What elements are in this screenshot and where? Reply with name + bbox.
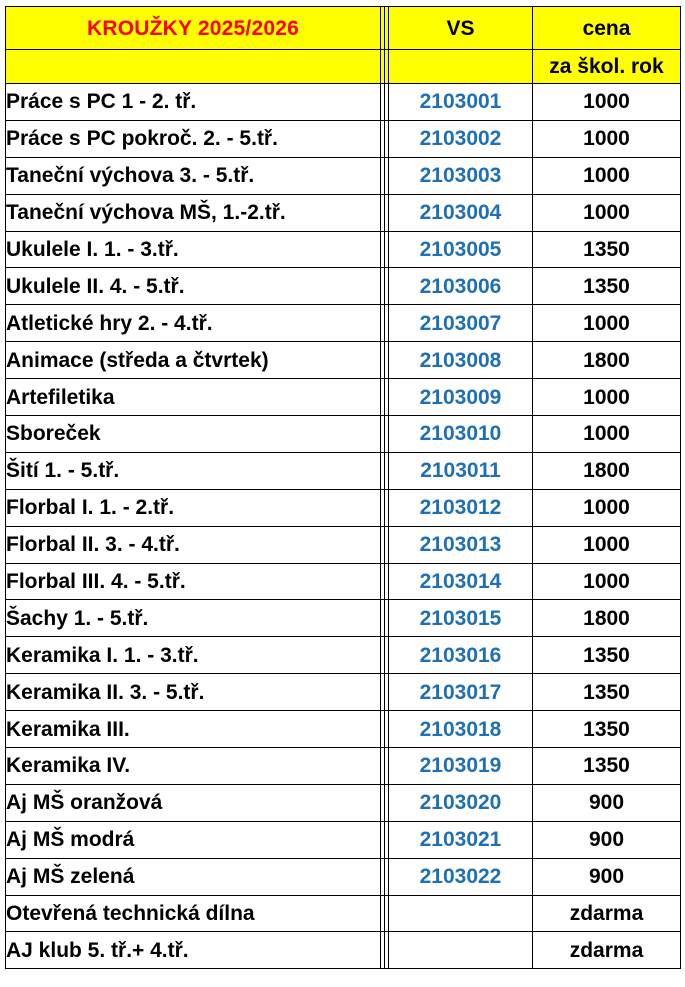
club-price: 1000 (533, 157, 681, 194)
subheader-empty-cell (389, 50, 533, 84)
column-divider (381, 932, 389, 969)
variable-symbol: 2103022 (389, 858, 533, 895)
club-price: 900 (533, 858, 681, 895)
table-row (6, 489, 681, 526)
table-row (6, 932, 681, 969)
variable-symbol: 2103008 (389, 342, 533, 379)
table-row (6, 120, 681, 157)
club-price: 1800 (533, 342, 681, 379)
column-divider (381, 342, 389, 379)
club-price: 1350 (533, 231, 681, 268)
clubs-table (5, 6, 681, 969)
club-name: Keramika II. 3. - 5.tř. (6, 674, 381, 711)
table-row (6, 748, 681, 785)
column-divider (381, 7, 389, 50)
column-divider (381, 452, 389, 489)
club-price: 1350 (533, 711, 681, 748)
table-row (6, 194, 681, 231)
table-row (6, 342, 681, 379)
club-name: Otevřená technická dílna (6, 895, 381, 932)
club-price: 1000 (533, 526, 681, 563)
club-price: zdarma (533, 895, 681, 932)
club-name: Florbal I. 1. - 2.tř. (6, 489, 381, 526)
club-price: 1000 (533, 563, 681, 600)
club-name: AJ klub 5. tř.+ 4.tř. (6, 932, 381, 969)
club-price: 1000 (533, 379, 681, 416)
club-name: Keramika III. (6, 711, 381, 748)
column-divider (381, 858, 389, 895)
variable-symbol: 2103019 (389, 748, 533, 785)
variable-symbol (389, 932, 533, 969)
variable-symbol: 2103020 (389, 784, 533, 821)
club-price: zdarma (533, 932, 681, 969)
variable-symbol: 2103004 (389, 194, 533, 231)
club-name: Artefiletika (6, 379, 381, 416)
table-row (6, 379, 681, 416)
club-name: Aj MŠ zelená (6, 858, 381, 895)
price-column-subheader: za škol. rok (533, 50, 681, 84)
table-row (6, 784, 681, 821)
column-divider (381, 416, 389, 453)
table-row (6, 84, 681, 121)
table-row (6, 858, 681, 895)
club-price: 1000 (533, 120, 681, 157)
club-name: Florbal II. 3. - 4.tř. (6, 526, 381, 563)
price-column-header: cena (533, 7, 681, 50)
column-divider (381, 379, 389, 416)
variable-symbol: 2103021 (389, 821, 533, 858)
column-divider (381, 748, 389, 785)
variable-symbol: 2103007 (389, 305, 533, 342)
subheader-empty-cell (6, 50, 381, 84)
variable-symbol: 2103003 (389, 157, 533, 194)
variable-symbol: 2103005 (389, 231, 533, 268)
club-price: 1350 (533, 674, 681, 711)
club-name: Ukulele II. 4. - 5.tř. (6, 268, 381, 305)
club-price: 1800 (533, 452, 681, 489)
club-name: Práce s PC pokroč. 2. - 5.tř. (6, 120, 381, 157)
club-name: Atletické hry 2. - 4.tř. (6, 305, 381, 342)
club-price: 1000 (533, 489, 681, 526)
vs-column-header: VS (389, 7, 533, 50)
club-name: Florbal III. 4. - 5.tř. (6, 563, 381, 600)
club-name: Šití 1. - 5.tř. (6, 452, 381, 489)
column-divider (381, 563, 389, 600)
column-divider (381, 711, 389, 748)
table-row (6, 416, 681, 453)
variable-symbol: 2103012 (389, 489, 533, 526)
column-divider (381, 784, 389, 821)
variable-symbol: 2103002 (389, 120, 533, 157)
column-divider (381, 194, 389, 231)
club-price: 1000 (533, 305, 681, 342)
club-price: 1000 (533, 416, 681, 453)
clubs-table-body (6, 7, 681, 969)
club-name: Taneční výchova 3. - 5.tř. (6, 157, 381, 194)
club-name: Animace (středa a čtvrtek) (6, 342, 381, 379)
club-name: Šachy 1. - 5.tř. (6, 600, 381, 637)
table-row (6, 157, 681, 194)
table-row (6, 305, 681, 342)
column-divider (381, 600, 389, 637)
column-divider (381, 157, 389, 194)
table-row (6, 600, 681, 637)
table-row (6, 452, 681, 489)
club-price: 1350 (533, 748, 681, 785)
club-price: 1350 (533, 637, 681, 674)
column-divider (381, 231, 389, 268)
table-title: KROUŽKY 2025/2026 (6, 7, 381, 50)
variable-symbol: 2103017 (389, 674, 533, 711)
column-divider (381, 821, 389, 858)
table-row (6, 637, 681, 674)
column-divider (381, 895, 389, 932)
table-row (6, 268, 681, 305)
club-price: 1350 (533, 268, 681, 305)
club-price: 1000 (533, 194, 681, 231)
variable-symbol: 2103010 (389, 416, 533, 453)
column-divider (381, 120, 389, 157)
variable-symbol: 2103011 (389, 452, 533, 489)
club-name: Keramika I. 1. - 3.tř. (6, 637, 381, 674)
table-row (6, 231, 681, 268)
column-divider (381, 526, 389, 563)
club-name: Aj MŠ oranžová (6, 784, 381, 821)
variable-symbol: 2103015 (389, 600, 533, 637)
variable-symbol: 2103016 (389, 637, 533, 674)
table-row (6, 526, 681, 563)
column-divider (381, 84, 389, 121)
club-name: Aj MŠ modrá (6, 821, 381, 858)
club-name: Taneční výchova MŠ, 1.-2.tř. (6, 194, 381, 231)
club-name: Keramika IV. (6, 748, 381, 785)
column-divider (381, 50, 389, 84)
club-name: Sboreček (6, 416, 381, 453)
table-row (6, 563, 681, 600)
club-price: 900 (533, 821, 681, 858)
header-row (6, 7, 681, 50)
club-name: Ukulele I. 1. - 3.tř. (6, 231, 381, 268)
club-name: Práce s PC 1 - 2. tř. (6, 84, 381, 121)
variable-symbol: 2103009 (389, 379, 533, 416)
column-divider (381, 305, 389, 342)
variable-symbol: 2103014 (389, 563, 533, 600)
column-divider (381, 268, 389, 305)
variable-symbol: 2103018 (389, 711, 533, 748)
variable-symbol: 2103001 (389, 84, 533, 121)
table-row (6, 821, 681, 858)
club-price: 1000 (533, 84, 681, 121)
club-price: 1800 (533, 600, 681, 637)
variable-symbol: 2103013 (389, 526, 533, 563)
subheader-row (6, 50, 681, 84)
column-divider (381, 489, 389, 526)
variable-symbol: 2103006 (389, 268, 533, 305)
column-divider (381, 674, 389, 711)
variable-symbol (389, 895, 533, 932)
table-row (6, 674, 681, 711)
table-row (6, 711, 681, 748)
table-row (6, 895, 681, 932)
club-price: 900 (533, 784, 681, 821)
column-divider (381, 637, 389, 674)
